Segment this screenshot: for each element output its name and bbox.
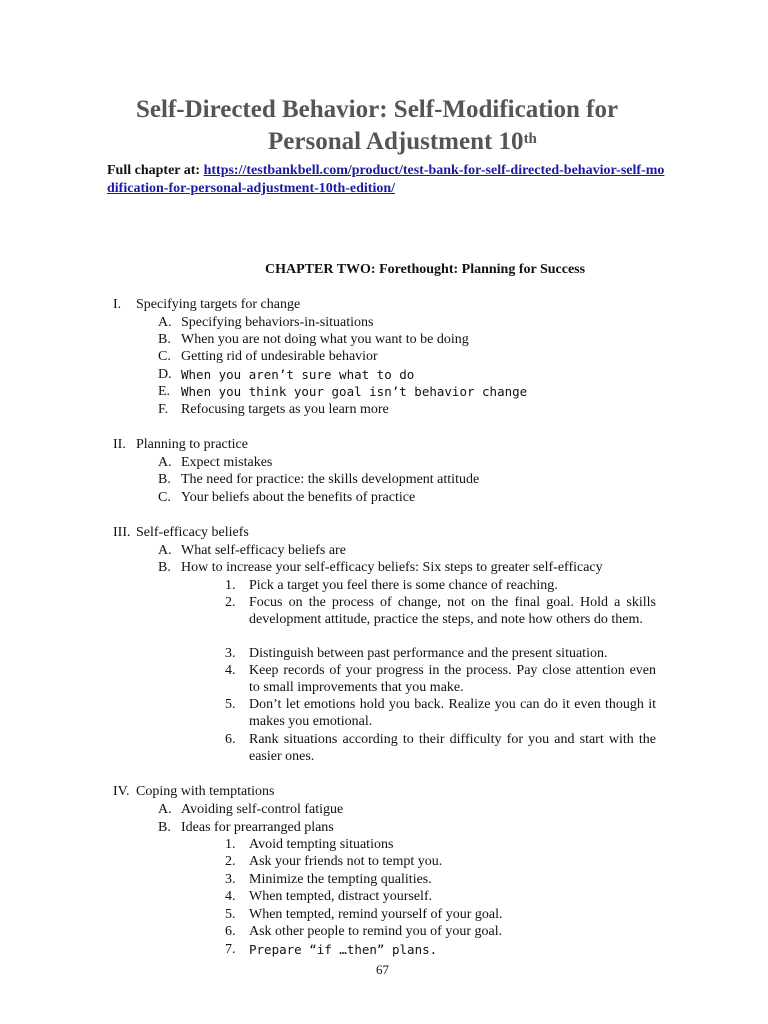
step-text: Ask your friends not to tempt you.: [249, 854, 443, 869]
title-line-1: Self-Directed Behavior: Self-Modification for: [136, 96, 619, 123]
section-title: Specifying targets for change: [136, 297, 301, 312]
step-number: 1.: [225, 578, 236, 593]
list-item-number: B.: [158, 560, 171, 575]
list-item-number: B.: [158, 472, 171, 487]
list-item-text: When you think your goal isn’t behavior change: [181, 384, 528, 399]
list-item-text: Specifying behaviors-in-situations: [181, 315, 374, 330]
list-item-number: D.: [158, 367, 172, 382]
step-number: 6.: [225, 732, 236, 747]
step-text: Distinguish between past performance and the present situation.: [249, 646, 608, 661]
step-text: Focus on the process of change, not on the final goal. Hold a skills development attitude, practice the steps, and note how others do them.: [249, 595, 656, 627]
title-line-2: [268, 126, 537, 158]
list-item-text: How to increase your self-efficacy beliefs: Six steps to greater self-efficacy: [181, 560, 603, 575]
list-item-number: C.: [158, 349, 171, 364]
step-text: When tempted, remind yourself of your goal.: [249, 907, 503, 922]
list-item-text: Avoiding self-control fatigue: [181, 802, 344, 817]
list-item-text: Expect mistakes: [181, 455, 273, 470]
section-title: Coping with temptations: [136, 784, 275, 799]
step-number: 1.: [225, 837, 236, 852]
list-item-text: When you aren’t sure what to do: [181, 367, 415, 382]
section-title: Self-efficacy beliefs: [136, 525, 249, 540]
section-number: III.: [113, 525, 131, 540]
step-text: Don’t let emotions hold you back. Realize you can do it even though it makes you emotional.: [249, 697, 656, 729]
step-text: Prepare “if …then” plans.: [249, 942, 438, 957]
step-number: 3.: [225, 872, 236, 887]
section-number: IV.: [113, 784, 130, 799]
list-item-number: A.: [158, 802, 172, 817]
step-number: 4.: [225, 889, 236, 904]
list-item-number: E.: [158, 384, 171, 399]
step-number: 7.: [225, 942, 236, 957]
title-superscript: th: [523, 131, 537, 147]
list-item-number: C.: [158, 490, 171, 505]
list-item-number: A.: [158, 315, 172, 330]
step-number: 2.: [225, 595, 236, 610]
list-item-text: Your beliefs about the benefits of practice: [181, 490, 416, 505]
step-text: Minimize the tempting qualities.: [249, 872, 432, 887]
step-text: Avoid tempting situations: [249, 837, 394, 852]
step-number: 2.: [225, 854, 236, 869]
list-item-number: F.: [158, 402, 169, 417]
list-item-number: A.: [158, 543, 172, 558]
step-number: 6.: [225, 924, 236, 939]
step-text: When tempted, distract yourself.: [249, 889, 433, 904]
full-chapter-link[interactable]: https://testbankbell.com/product/test-bank-for-self-directed-behavior-self-modification-for-personal-adjustment-10th-edition/: [107, 163, 665, 196]
step-text: Ask other people to remind you of your goal.: [249, 924, 503, 939]
list-item-text: Ideas for prearranged plans: [181, 820, 334, 835]
step-number: 5.: [225, 697, 236, 712]
list-item-number: B.: [158, 820, 171, 835]
page-number: 67: [376, 962, 389, 977]
title-line-2-text: Personal Adjustment 10: [268, 128, 524, 155]
full-chapter-note: [107, 162, 667, 198]
section-title: Planning to practice: [136, 437, 248, 452]
step-text: Keep records of your progress in the process. Pay close attention even to small improvements that you make.: [249, 663, 656, 695]
step-number: 3.: [225, 646, 236, 661]
list-item-text: Getting rid of undesirable behavior: [181, 349, 378, 364]
step-number: 4.: [225, 663, 236, 678]
list-item-text: Refocusing targets as you learn more: [181, 402, 389, 417]
section-number: II.: [113, 437, 126, 452]
step-text: Pick a target you feel there is some chance of reaching.: [249, 578, 558, 593]
list-item-text: What self-efficacy beliefs are: [181, 543, 346, 558]
chapter-heading: CHAPTER TWO: Forethought: Planning for Success: [265, 262, 586, 277]
step-text: Rank situations according to their difficulty for you and start with the easier ones.: [249, 732, 656, 764]
list-item-number: A.: [158, 455, 172, 470]
list-item-text: When you are not doing what you want to be doing: [181, 332, 469, 347]
step-number: 5.: [225, 907, 236, 922]
list-item-number: B.: [158, 332, 171, 347]
section-number: I.: [113, 297, 122, 312]
list-item-text: The need for practice: the skills development attitude: [181, 472, 480, 487]
full-chapter-label: Full chapter at:: [107, 163, 201, 178]
